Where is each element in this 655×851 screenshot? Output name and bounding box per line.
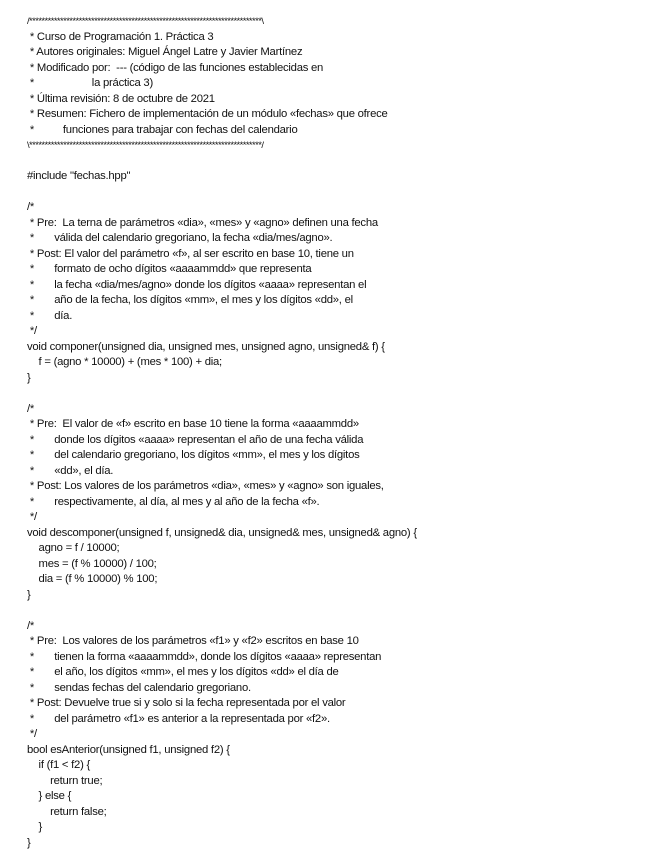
code-line: * la fecha «dia/mes/agno» donde los dígitos «aaaa» representan el [27,278,647,294]
code-line: * Post: Los valores de los parámetros «dia», «mes» y «agno» son iguales, [27,479,647,495]
code-line: * respectivamente, al día, al mes y al año de la fecha «f». [27,495,647,511]
code-line: } else { [27,789,647,805]
code-line [27,386,647,402]
code-line: * año de la fecha, los dígitos «mm», el mes y los dígitos «dd», el [27,293,647,309]
code-line: * «dd», el día. [27,464,647,480]
code-line: * el año, los dígitos «mm», el mes y los dígitos «dd» el día de [27,665,647,681]
code-line: * donde los dígitos «aaaa» representan el año de una fecha válida [27,433,647,449]
code-line: /* [27,619,647,635]
code-line: \***************************************************************************/ [27,138,647,154]
code-document [27,14,647,851]
code-line: void componer(unsigned dia, unsigned mes, unsigned agno, unsigned& f) { [27,340,647,356]
code-line: * Post: El valor del parámetro «f», al ser escrito en base 10, tiene un [27,247,647,263]
code-line: if (f1 < f2) { [27,758,647,774]
code-line: * Resumen: Fichero de implementación de un módulo «fechas» que ofrece [27,107,647,123]
code-line: mes = (f % 10000) / 100; [27,557,647,573]
code-line: } [27,820,647,836]
code-line: dia = (f % 10000) % 100; [27,572,647,588]
code-line: * formato de ocho dígitos «aaaammdd» que representa [27,262,647,278]
code-line: * Pre: Los valores de los parámetros «f1» y «f2» escritos en base 10 [27,634,647,650]
code-line [27,603,647,619]
code-line: * Última revisión: 8 de octubre de 2021 [27,92,647,108]
code-line: agno = f / 10000; [27,541,647,557]
code-line: bool esAnterior(unsigned f1, unsigned f2) { [27,743,647,759]
code-line: return false; [27,805,647,821]
code-line: /* [27,200,647,216]
code-line: */ [27,727,647,743]
code-line: /* [27,402,647,418]
code-line: * sendas fechas del calendario gregoriano. [27,681,647,697]
code-line: /***************************************************************************\ [27,14,647,30]
code-line: */ [27,324,647,340]
code-line: * válida del calendario gregoriano, la fecha «dia/mes/agno». [27,231,647,247]
code-line [27,185,647,201]
code-line: } [27,371,647,387]
code-line: * Pre: La terna de parámetros «dia», «mes» y «agno» definen una fecha [27,216,647,232]
code-line: * Modificado por: --- (código de las funciones establecidas en [27,61,647,77]
code-line: #include "fechas.hpp" [27,169,647,185]
code-line: * Pre: El valor de «f» escrito en base 10 tiene la forma «aaaammdd» [27,417,647,433]
code-line: * funciones para trabajar con fechas del calendario [27,123,647,139]
code-line: } [27,836,647,851]
code-line: */ [27,510,647,526]
code-lines [27,14,647,851]
code-line: * Post: Devuelve true si y solo si la fecha representada por el valor [27,696,647,712]
code-line: * del calendario gregoriano, los dígitos «mm», el mes y los dígitos [27,448,647,464]
code-line: * del parámetro «f1» es anterior a la representada por «f2». [27,712,647,728]
code-line: * Curso de Programación 1. Práctica 3 [27,30,647,46]
code-line: void descomponer(unsigned f, unsigned& dia, unsigned& mes, unsigned& agno) { [27,526,647,542]
code-line: return true; [27,774,647,790]
code-line: * Autores originales: Miguel Ángel Latre y Javier Martínez [27,45,647,61]
code-line: * la práctica 3) [27,76,647,92]
code-line: f = (agno * 10000) + (mes * 100) + dia; [27,355,647,371]
code-line: * día. [27,309,647,325]
code-line [27,154,647,170]
code-line: } [27,588,647,604]
code-line: * tienen la forma «aaaammdd», donde los dígitos «aaaa» representan [27,650,647,666]
